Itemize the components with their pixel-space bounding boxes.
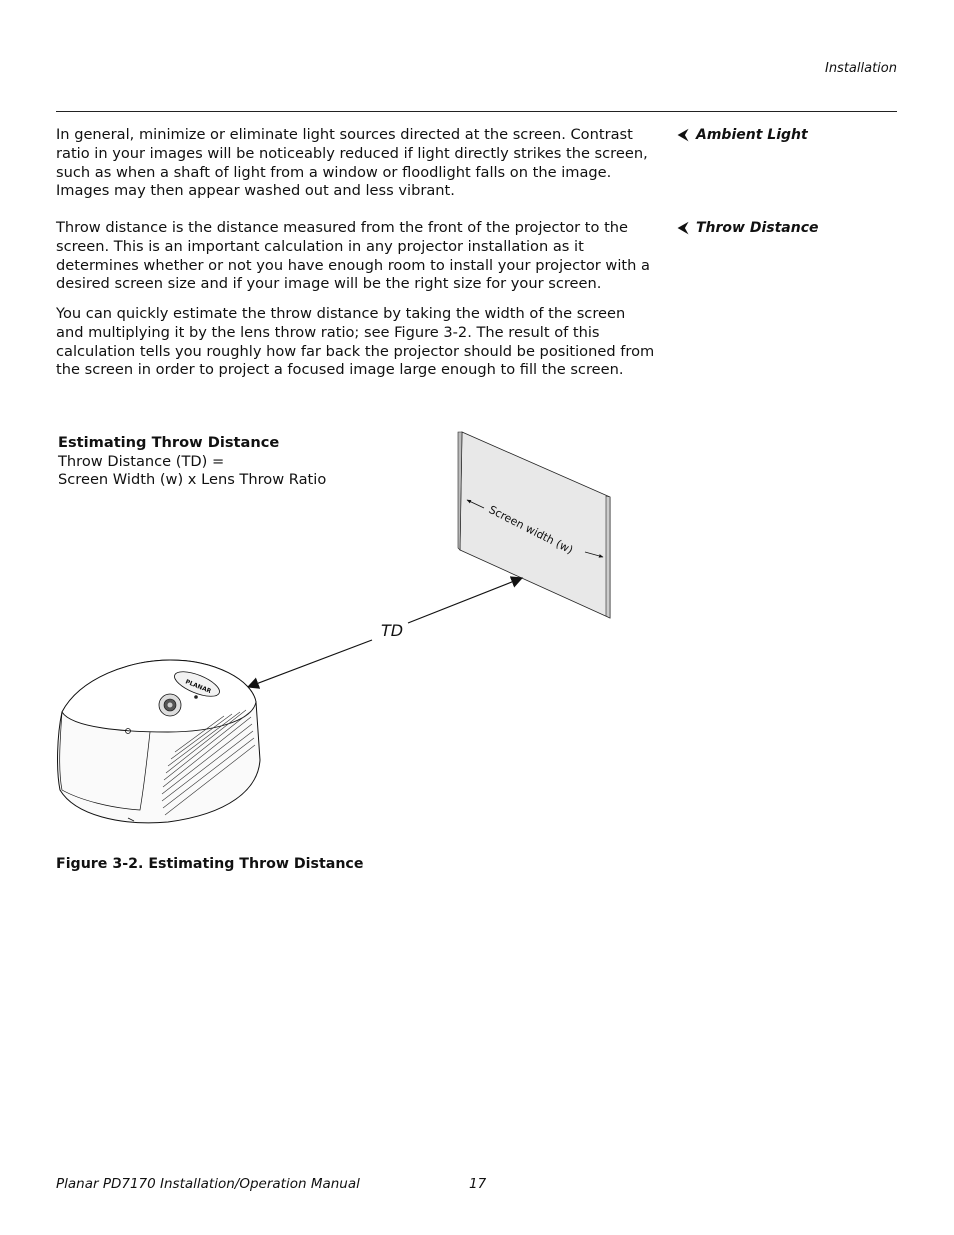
projection-screen <box>458 432 610 618</box>
brand-logo-text: PLANAR <box>184 678 213 696</box>
formula-title: Estimating Throw Distance <box>58 434 280 451</box>
projector-lens-icon <box>159 694 181 716</box>
figure-caption: Figure 3-2. Estimating Throw Distance <box>56 856 364 872</box>
ambient-light-heading-text: Ambient Light <box>696 127 808 143</box>
throw-distance-heading-text: Throw Distance <box>696 220 819 236</box>
running-header: Installation <box>824 61 897 76</box>
ambient-light-paragraph: In general, minimize or eliminate light sources directed at the screen. Contrast ratio in your images will be noticeably reduced if light directly strikes the screen, such as when a shaft of light from a window or floodlight falls on the image. Images may then appear washed out and less vibrant. <box>56 126 648 200</box>
screen-width-label: Screen width (w) <box>486 503 576 557</box>
td-arrow <box>248 578 522 687</box>
throw-distance-paragraph-2: You can quickly estimate the throw distance by taking the width of the screen and multiplying it by the lens throw ratio; see Figure 3-2. The result of this calculation tells you roughly how far back the projector should be positioned from the screen in order to project a focused image large enough to fill the screen. <box>56 305 655 379</box>
td-label: TD <box>381 621 404 640</box>
throw-distance-paragraph-1: Throw distance is the distance measured from the front of the projector to the screen. This is an important calculation in any projector installation as it determines whether or not you have enough room to install your projector with a desired screen size and if your image will be the right size for your screen. <box>56 219 650 293</box>
formula-line-1: Throw Distance (TD) = <box>58 452 225 470</box>
arrow-marker-icon: ⮜ <box>678 220 688 236</box>
status-dot-icon <box>194 695 198 699</box>
formula-line-2: Screen Width (w) x Lens Throw Ratio <box>58 471 327 488</box>
projector-illustration <box>58 660 260 823</box>
footer-manual-title: Planar PD7170 Installation/Operation Manual <box>56 1176 360 1192</box>
arrow-marker-icon: ⮜ <box>678 127 688 143</box>
page-number: 17 <box>469 1176 487 1192</box>
